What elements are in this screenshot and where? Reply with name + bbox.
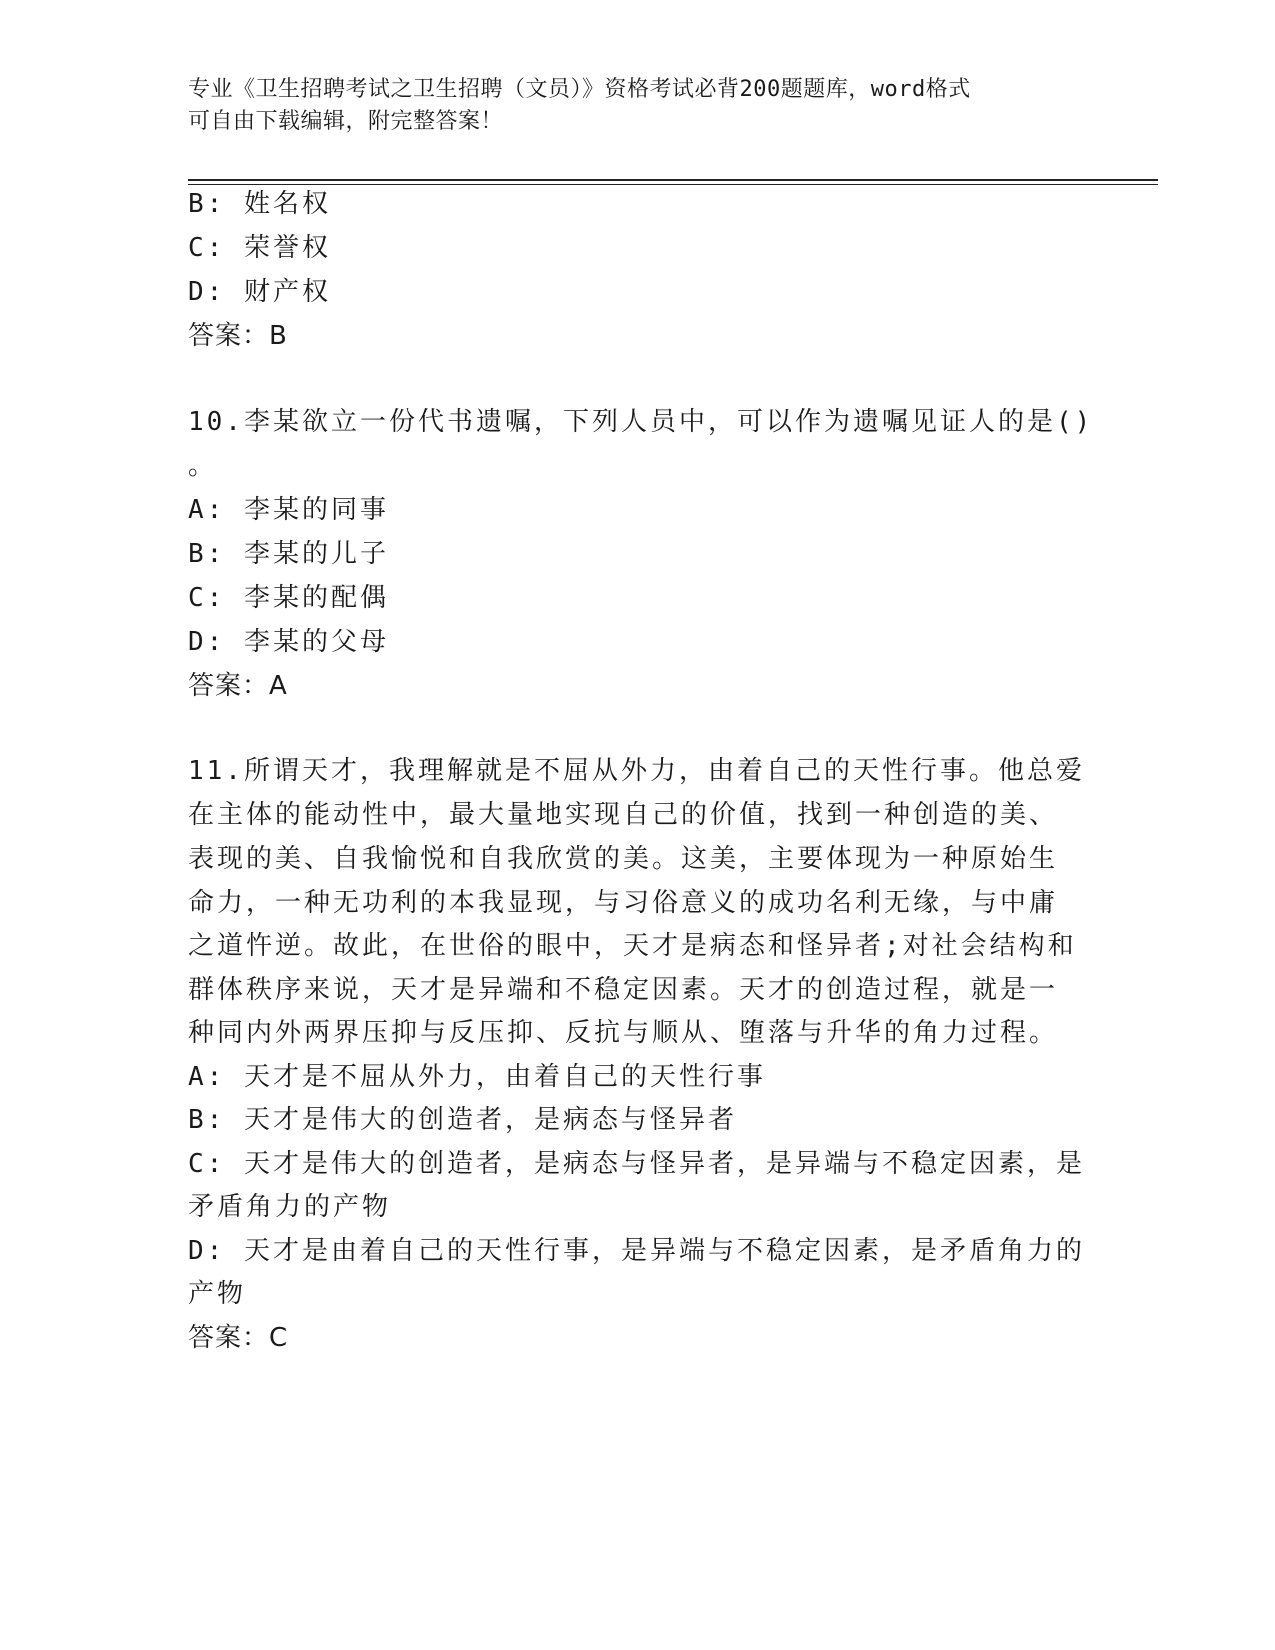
q10-answer: 答案：A — [188, 671, 288, 701]
q9-option-b: B: 姓名权 — [188, 189, 331, 219]
q11-option-d-line-2: 产物 — [188, 1279, 247, 1309]
q11-option-c-line-1: C: 天才是伟大的创造者，是病态与怪异者，是异端与不稳定因素，是 — [188, 1149, 1085, 1179]
q10-stem-line-2: 。 — [188, 451, 218, 481]
q11-stem-line: 在主体的能动性中，最大量地实现自己的价值，找到一种创造的美、 — [188, 800, 1059, 830]
q11-stem-line: 11.所谓天才，我理解就是不屈从外力，由着自己的天性行事。他总爱 — [188, 756, 1085, 786]
header-line-2: 可自由下载编辑，附完整答案！ — [188, 109, 504, 134]
q10-stem-line-1: 10.李某欲立一份代书遗嘱，下列人员中，可以作为遗嘱见证人的是() — [188, 407, 1094, 437]
header-divider-thick — [188, 179, 1158, 181]
q11-stem-line: 群体秩序来说，天才是异端和不稳定因素。天才的创造过程，就是一 — [188, 975, 1059, 1005]
q11-stem-line: 之道忤逆。故此，在世俗的眼中，天才是病态和怪异者;对社会结构和 — [188, 931, 1077, 961]
q11-option-a: A: 天才是不屈从外力，由着自己的天性行事 — [188, 1062, 766, 1092]
q10-option-d: D: 李某的父母 — [188, 627, 389, 657]
q10-option-b: B: 李某的儿子 — [188, 539, 389, 569]
q11-option-d-line-1: D: 天才是由着自己的天性行事，是异端与不稳定因素，是矛盾角力的 — [188, 1236, 1085, 1266]
document-header — [188, 74, 1068, 138]
q11-option-c-line-2: 矛盾角力的产物 — [188, 1192, 392, 1222]
q9-option-d: D: 财产权 — [188, 277, 331, 307]
q10-option-c: C: 李某的配偶 — [188, 583, 389, 613]
q11-option-b: B: 天才是伟大的创造者，是病态与怪异者 — [188, 1105, 737, 1135]
q9-answer: 答案：B — [188, 321, 288, 351]
q11-stem-line: 种同内外两界压抑与反压抑、反抗与顺从、堕落与升华的角力过程。 — [188, 1018, 1059, 1048]
header-line-1: 专业《卫生招聘考试之卫生招聘（文员）》资格考试必背200题题库，word格式 — [188, 77, 971, 102]
q10-option-a: A: 李某的同事 — [188, 495, 389, 525]
header-divider-thin — [188, 184, 1158, 185]
q9-option-c: C: 荣誉权 — [188, 233, 331, 263]
q11-answer: 答案：C — [188, 1323, 289, 1353]
q11-stem-line: 命力，一种无功利的本我显现，与习俗意义的成功名利无缘，与中庸 — [188, 888, 1059, 918]
q11-stem-line: 表现的美、自我愉悦和自我欣赏的美。这美，主要体现为一种原始生 — [188, 844, 1059, 874]
